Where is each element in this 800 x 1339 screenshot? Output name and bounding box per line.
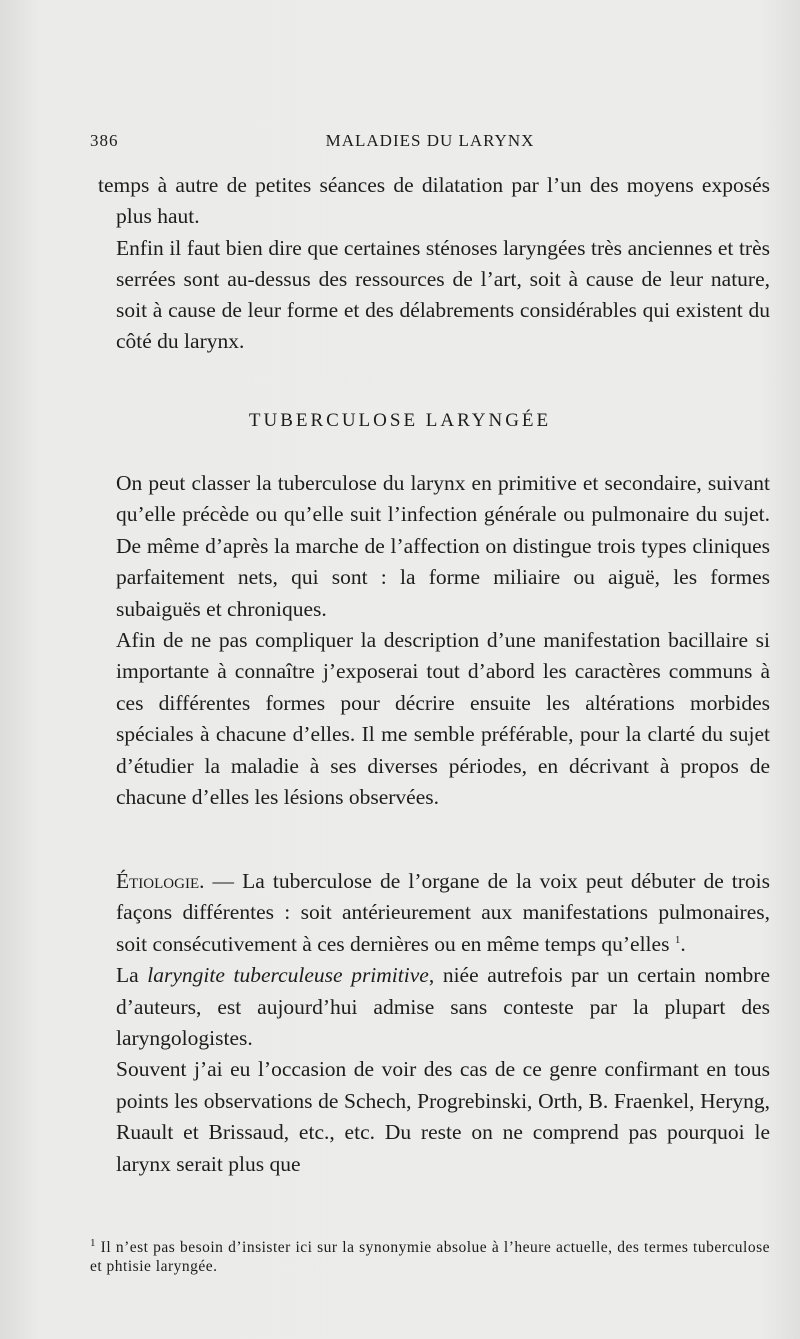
etiology-heading: Étiologie. — [116, 869, 205, 893]
etiology-dash: — — [204, 869, 243, 893]
footnote — [90, 1238, 770, 1276]
paragraph-continuation: temps à autre de petites séances de dilatation par l’un des moyens exposés plus haut. — [98, 173, 770, 229]
footnote-body: Il n’est pas besoin d’insister ici sur la synonymie absolue à l’heure actuelle, des termes tuberculose et phtisie laryngée. — [90, 1239, 770, 1275]
page-header — [90, 131, 770, 159]
paragraph-souvent: Souvent j’ai eu l’occasion de voir des cas de ce genre confirmant en tous points les observations de Schech, Progrebinski, Orth, B. Fraenkel, Heryng, Ruault et Brissaud, etc., etc. Du reste on ne comprend pas pourquoi le larynx serait plus que — [116, 1057, 770, 1176]
running-title: MALADIES DU LARYNX — [325, 131, 535, 150]
paragraph-afin: Afin de ne pas compliquer la description d’une manifestation bacillaire si importante à connaître j’exposerai tout d’abord les caractères communs à ces différentes formes pour décrire ensuite les altérations morbides spéciales à chacune d’elles. Il me semble préférable, pour la clarté du sujet d’étudier la maladie à ses diverses périodes, en décrivant à propos de chacune d’elles les lésions observées. — [116, 628, 770, 810]
laryngite-italic: laryngite tuberculeuse primitive — [147, 963, 429, 988]
etiology-section — [116, 866, 770, 1180]
footnote-marker: 1 — [90, 1236, 96, 1249]
etiology-text: La tuberculose de l’organe de la voix peut débuter de trois façons différentes : soit antérieurement aux manifestations pulmonaires, soit consécutivement à ces dernières ou en même temps qu’elles — [116, 869, 771, 956]
laryngite-prefix: La — [116, 963, 148, 988]
paragraph-classer: On peut classer la tuberculose du larynx en primitive et secondaire, suivant qu’elle précède ou qu’elle suit l’infection générale ou pulmonaire du sujet. De même d’après la marche de l’affection on distingue trois types cliniques parfaitement nets, qui sont : la forme miliaire ou aiguë, les formes subaiguës et chroniques. — [116, 471, 770, 621]
paragraph-etiologie — [116, 866, 770, 960]
tuberculose-intro — [116, 468, 770, 813]
paragraph-laryngite — [116, 960, 770, 1054]
footnote-text — [90, 1238, 770, 1276]
etiology-end: . — [680, 931, 686, 956]
page-number: 386 — [90, 131, 119, 150]
section-title: TUBERCULOSE LARYNGÉE — [248, 410, 552, 431]
paragraph-enfin: Enfin il faut bien dire que certaines sténoses laryngées très anciennes et très serrées sont au-dessus des ressources de l’art, soit à cause de leur nature, soit à cause de leur forme et des délabrements considérables qui existent du côté du larynx. — [116, 235, 770, 354]
laryngite-text: , niée autrefois par un certain nombre d’auteurs, est aujourd’hui admise sans conteste par la plupart des laryngologistes. — [116, 963, 770, 1051]
opening-text — [98, 170, 770, 358]
footnote-reference: 1 — [674, 933, 681, 946]
